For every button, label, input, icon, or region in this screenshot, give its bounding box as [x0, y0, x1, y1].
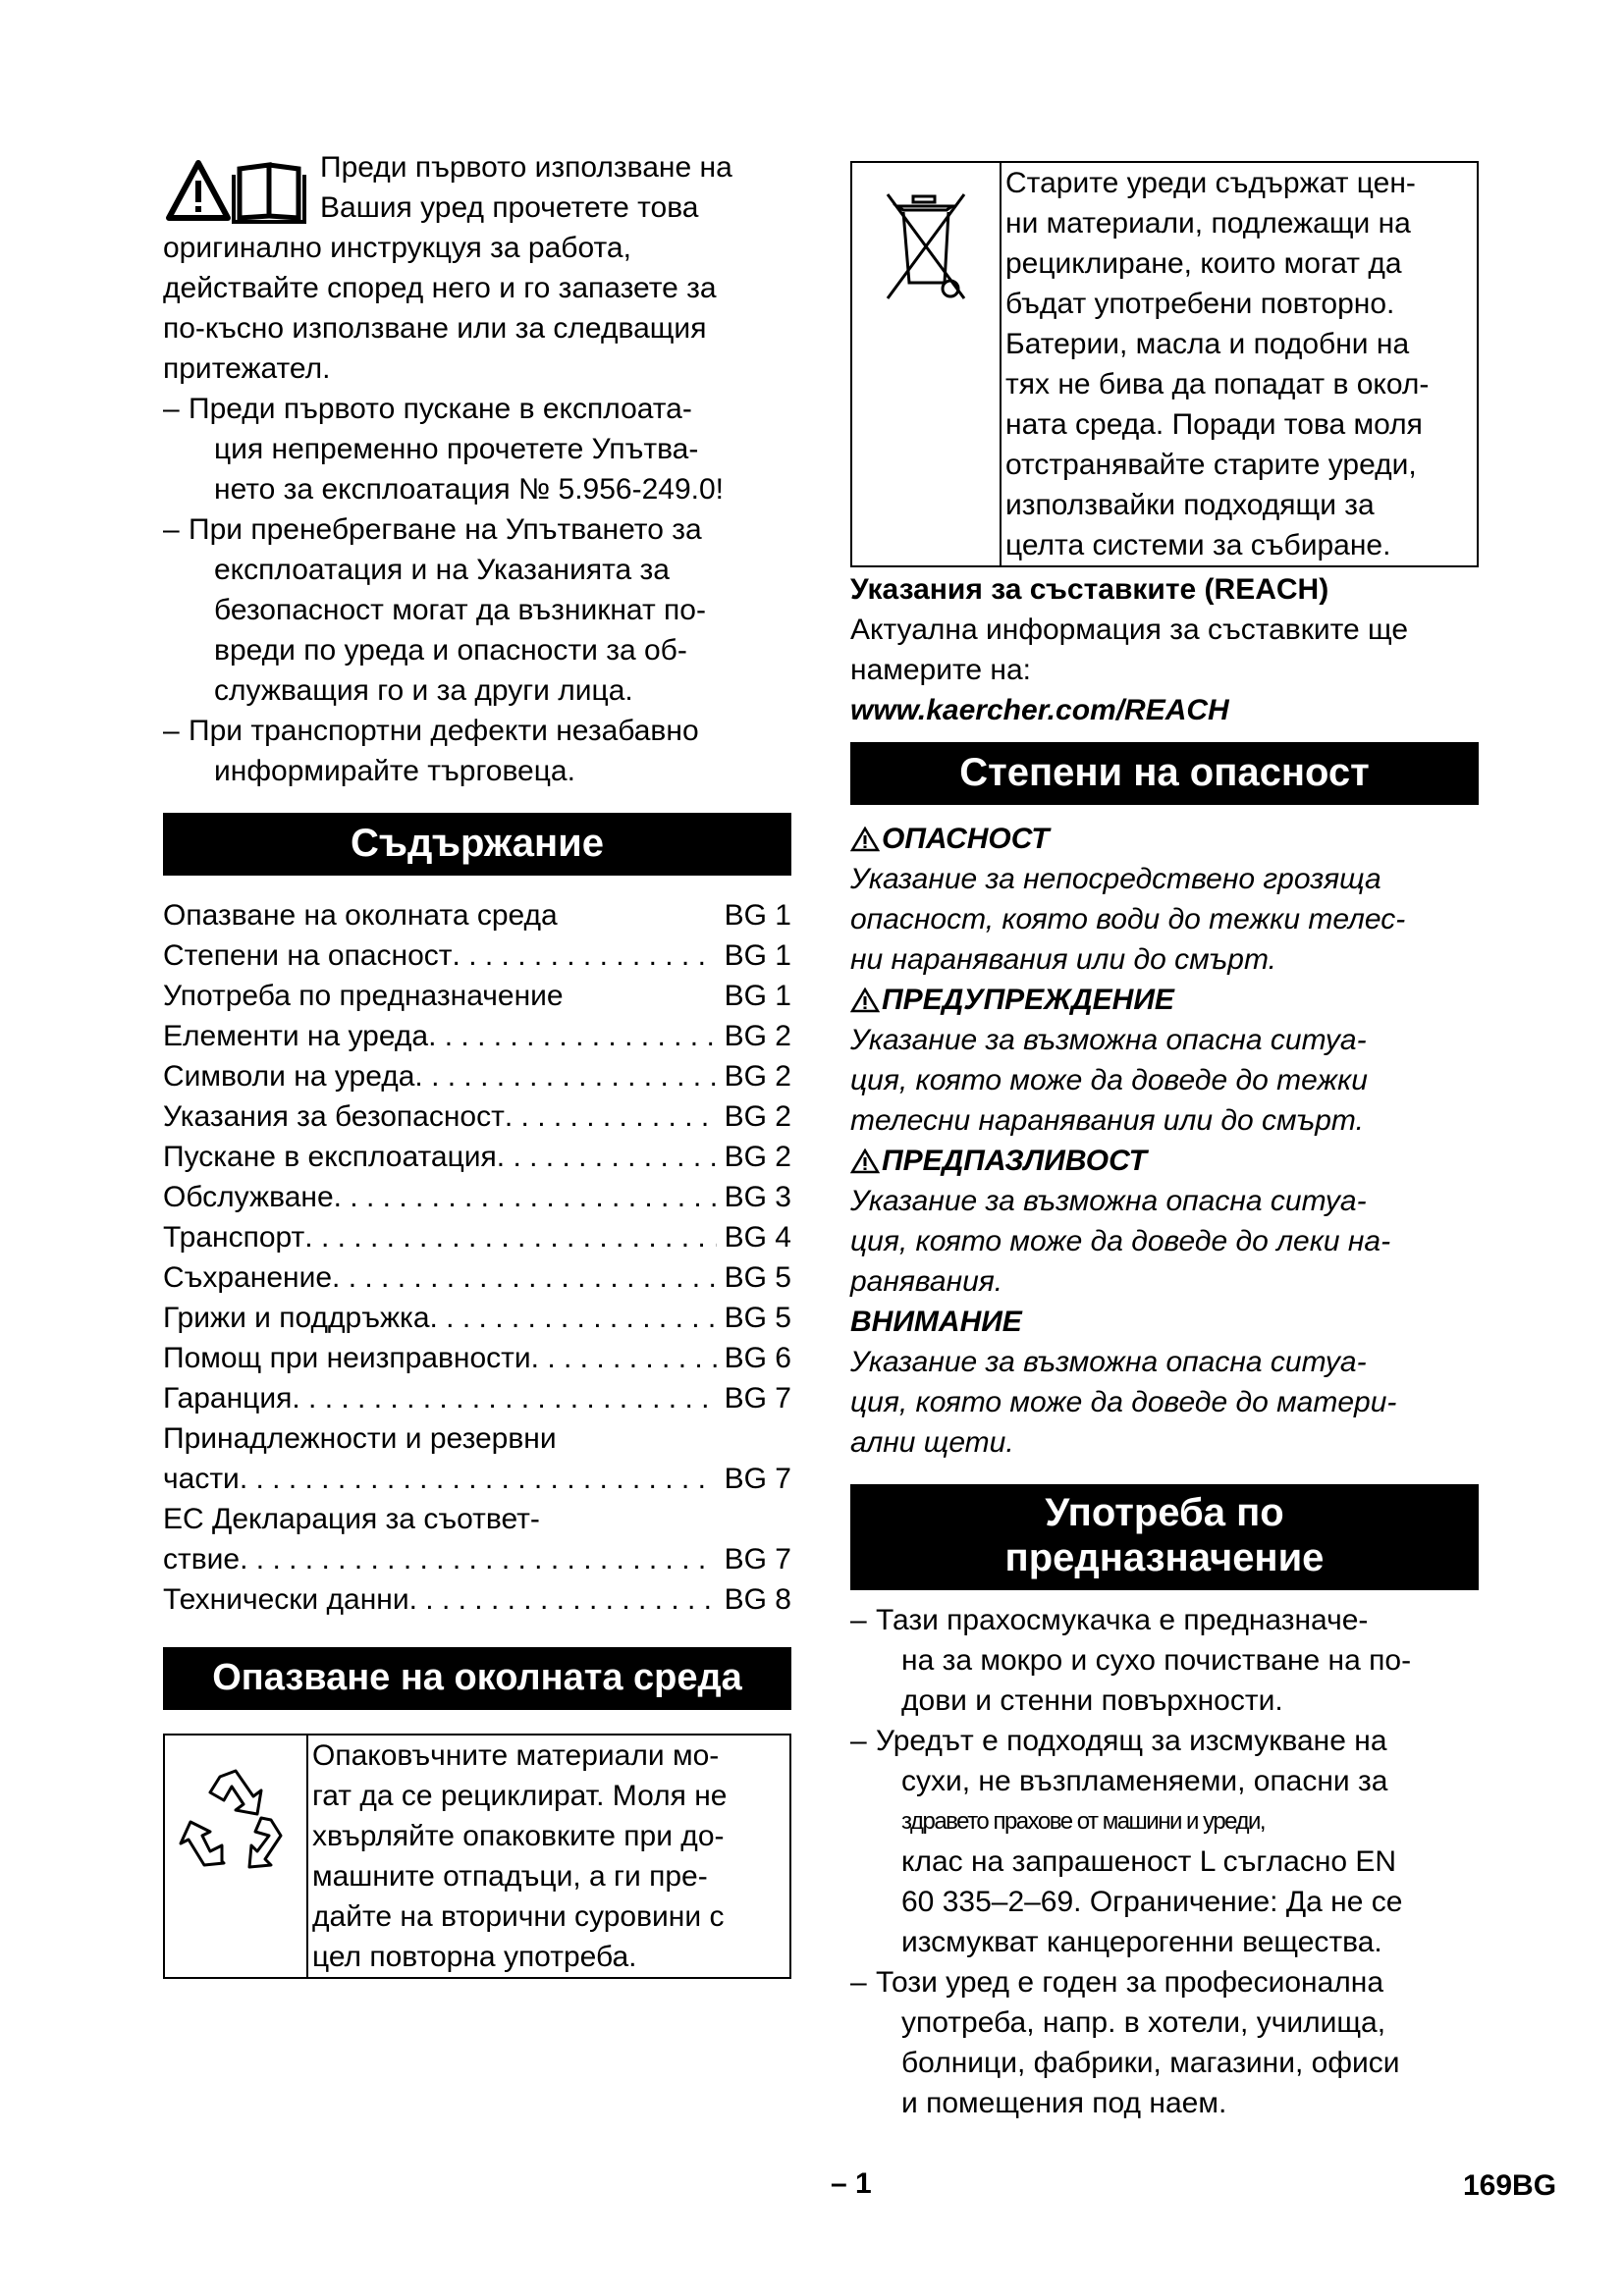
toc-row[interactable]: Степени на опасност . . . BG 1: [163, 935, 791, 976]
intro-line: притежател.: [163, 352, 331, 385]
toc-row[interactable]: Съхранение . . . BG 5: [163, 1257, 791, 1298]
environment-heading: Опазване на околната среда: [163, 1647, 791, 1710]
reach-link[interactable]: www.kaercher.com/REACH: [850, 694, 1229, 726]
list-item: – При транспортни дефекти незабавно информирайте търговеца.: [163, 711, 791, 791]
toc-row[interactable]: Транспорт . . . BG 4: [163, 1217, 791, 1257]
warning-triangle-icon: [850, 988, 880, 1013]
reach-line: Актуална информация за съставките ще: [850, 614, 1409, 646]
table-of-contents: [163, 895, 791, 1620]
toc-row[interactable]: Обслужване . . . BG 3: [163, 1177, 791, 1217]
old-devices-box: [850, 161, 1479, 567]
toc-row[interactable]: части . . . BG 7: [163, 1459, 791, 1499]
toc-row[interactable]: Символи на уреда . . . BG 2: [163, 1056, 791, 1096]
list-item: – Тази прахосмукачка е предназначе- на за мокро и сухо почистване на по- дови и стенни повърхности.: [850, 1600, 1479, 1721]
hazard-level-title: ВНИМАНИЕ: [850, 1306, 1022, 1338]
list-item: – Преди първото пускане в експлоата- ция непременно прочетете Упътва- нето за експлоатация № 5.956-249.0!: [163, 389, 791, 509]
recycle-icon: [177, 1761, 295, 1879]
warning-manual-icon: [163, 155, 310, 224]
toc-row-first-line[interactable]: Принадлежности и резервни: [163, 1422, 557, 1455]
toc-row[interactable]: Употреба по предназначение BG 1: [163, 980, 791, 1012]
intro-first-line: Преди първото използване на: [320, 151, 732, 184]
toc-row-first-line[interactable]: ЕС Декларация за съответ-: [163, 1503, 540, 1535]
right-column: [850, 161, 1479, 2123]
toc-row[interactable]: Опазване на околната среда BG 1: [163, 899, 791, 932]
intro-line: Вашия уред прочетете това: [320, 191, 699, 224]
list-item: – Уредът е подходящ за изсмукване на сухи, не възпламеняеми, опасни за здравето прахове от машини и уреди, клас на запрашеност L съгласно EN 60 335–2–69. Ограничение: Да не се изсмукват канцерогенни вещества.: [850, 1721, 1479, 1962]
reach-heading: Указания за съставките (REACH): [850, 573, 1329, 606]
intro-section: [163, 147, 791, 389]
list-item: – При пренебрегване на Упътването за експлоатация и на Указанията за безопасност могат да възникнат по- вреди по уреда и опасности за об- служващия го и за други лица.: [163, 509, 791, 711]
intro-bullets: [163, 389, 791, 791]
toc-row[interactable]: Грижи и поддръжка . . . BG 5: [163, 1298, 791, 1338]
crossed-bin-icon-cell: [852, 163, 1001, 565]
toc-row[interactable]: Гаранция . . . BG 7: [163, 1378, 791, 1418]
reach-line: намерите на:: [850, 654, 1032, 686]
toc-row[interactable]: Помощ при неизправности . . . BG 6: [163, 1338, 791, 1378]
crossed-bin-icon: [882, 188, 970, 306]
intro-line: оригинално инструкцуя за работа,: [163, 232, 631, 264]
usage-heading: Употреба по предназначение: [850, 1484, 1479, 1590]
toc-heading: Съдържание: [163, 813, 791, 876]
toc-row[interactable]: Пускане в експлоатация . . . BG 2: [163, 1137, 791, 1177]
hazard-level-title: ОПАСНОСТ: [850, 819, 1479, 859]
old-devices-text: Старите уреди съдържат цен- ни материали, подлежащи на рециклиране, които могат да бъдат употребени повторно. Батерии, масла и подобни на тях не бива да попадат в окол- ната среда. Поради това моля отстранявайте старите уреди, използвайки подходящи за целта системи за събиране.: [1005, 167, 1430, 561]
hazard-level-title: ПРЕДУПРЕЖДЕНИЕ: [850, 980, 1479, 1020]
intro-line: действайте според него и го запазете за: [163, 272, 717, 304]
packaging-text: Опаковъчните материали мо- гат да се рециклират. Моля не хвърляйте опаковките при до- машните отпадъци, а ги пре- дайте на вторични суровини с цел повторна употреба.: [312, 1739, 728, 1973]
toc-row[interactable]: Технически данни . . . BG 8: [163, 1579, 791, 1620]
list-item: – Този уред е годен за професионална употреба, напр. в хотели, училища, болници, фабрики, магазини, офиси и помещения под наем.: [850, 1962, 1479, 2123]
usage-bullets: [850, 1600, 1479, 2123]
left-column: [163, 147, 791, 1979]
intro-line: по-късно използване или за следващия: [163, 312, 707, 345]
packaging-box: [163, 1734, 791, 1979]
warning-triangle-icon: [850, 1148, 880, 1174]
document-code: 169BG: [1463, 2169, 1557, 2202]
hazard-level-title: ПРЕДПАЗЛИВОСТ: [850, 1141, 1479, 1181]
page-number: – 1: [831, 2167, 872, 2200]
toc-row[interactable]: ствие . . . BG 7: [163, 1539, 791, 1579]
hazard-heading: Степени на опасност: [850, 742, 1479, 805]
hazard-levels: ОПАСНОСТ Указание за непосредствено грозяща опасност, която води до тежки телес- ни наранявания или до смърт. ПРЕДУПРЕЖДЕНИЕ Указание за възможна опасна ситуа- ция, която може да доведе до тежки телесни наранявания или до смърт. ПРЕДПАЗЛИВОСТ Указание за възможна опасна ситуа- ция, която може да доведе до леки на- ранявания. ВНИМАНИЕ Указание за възможна опасна ситуа- ция, която може да доведе до матери- ални щети.: [850, 819, 1479, 1463]
toc-row[interactable]: Указания за безопасност . . . BG 2: [163, 1096, 791, 1137]
warning-triangle-icon: [850, 827, 880, 852]
recycle-icon-cell: [165, 1735, 308, 1977]
toc-row[interactable]: Елементи на уреда . . . BG 2: [163, 1016, 791, 1056]
